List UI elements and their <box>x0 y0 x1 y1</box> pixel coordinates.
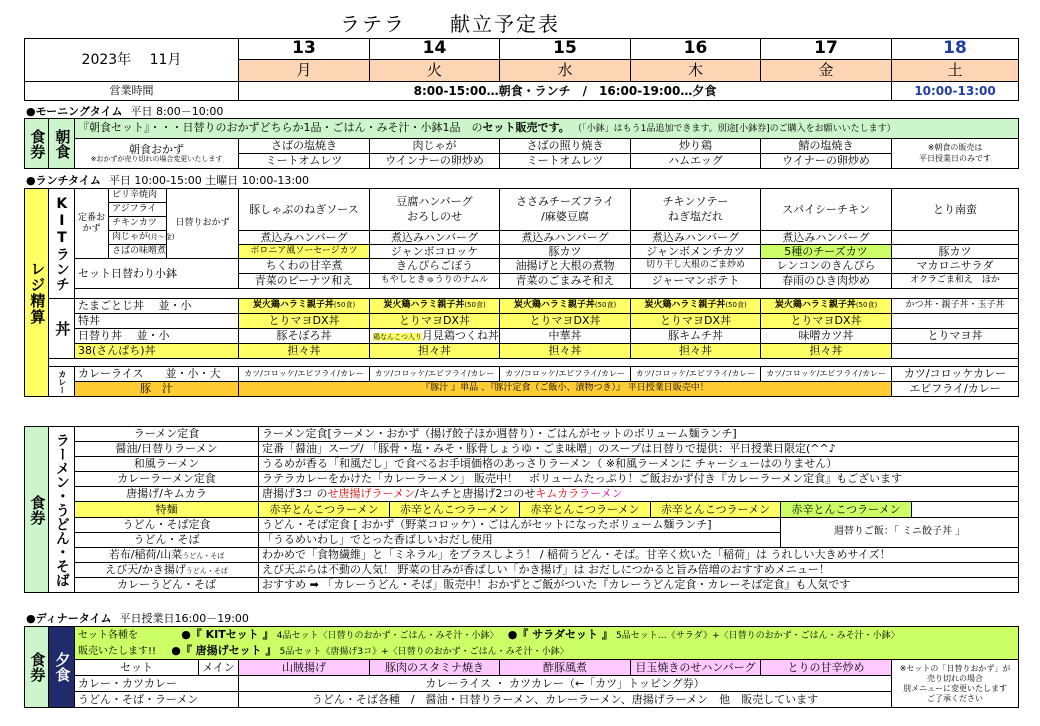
noodle-ticket-label: 食券 <box>25 427 49 593</box>
tokusei-saturday <box>912 502 1019 518</box>
noodle-name: 若布/稲荷/山菜うどん・そば <box>75 548 259 563</box>
curry-item: カツ/コロッケ/エビフライ/カレー <box>631 367 761 382</box>
dinner-main: 豚肉のスタミナ焼き <box>370 660 500 676</box>
tonjiru-saturday: エビフライ/カレー <box>892 382 1019 397</box>
lunch-main: ささみチーズフライ /麻婆豆腐 <box>500 189 631 231</box>
day-15-weekday: 水 <box>500 60 631 82</box>
teiban-item: さばの味噌煮 <box>109 245 167 259</box>
day-18-num: 18 <box>892 39 1019 60</box>
dinner-curry-description: カレーライス ・ カツカレー（←「カツ」トッピング券） <box>239 676 892 692</box>
dinner-main-label: メイン <box>199 660 239 676</box>
don-item: 炭火鶏ハラミ親子丼(50食) <box>370 299 500 314</box>
tokusei-item: 赤辛とんこつラーメン <box>781 502 912 518</box>
don-item: 豚キムチ丼 <box>631 329 761 344</box>
dinner-table <box>24 626 1019 708</box>
tokusei-item: 赤辛とんこつラーメン <box>390 502 520 518</box>
page-title: ラテラ 献立予定表 <box>340 12 560 36</box>
kobachi-item: 春雨のひき肉炒め <box>761 274 892 289</box>
breakfast-item: さばの塩焼き <box>239 139 370 154</box>
don-item: 炭火鶏ハラミ親子丼(50食) <box>239 299 370 314</box>
tokusei-item: 赤辛とんこつラーメン <box>520 502 651 518</box>
lunch-main: 豆腐ハンバーグ おろしのせ <box>370 189 500 231</box>
dinner-main: 目玉焼きのせハンバーグ <box>631 660 761 676</box>
noodle-description: おすすめ ➡ 「カレーうどん・そば」販売中！おかずとご飯がついた『カレーうどん定食・カレーそば定食』も人気です <box>259 578 1019 593</box>
breakfast-saturday-note: ※朝食の販売は 平日授業日のみです <box>892 139 1019 169</box>
lunch-sub: ボロニア風ソーセージカツ <box>239 245 370 259</box>
kobachi-item: もやしときゅうりのナムル <box>370 274 500 289</box>
breakfast-item: さばの照り焼き <box>500 139 631 154</box>
don-item: とりマヨDX丼 <box>761 314 892 329</box>
curry-name: カレーライス 並・小・大 <box>75 367 239 382</box>
noodle-description: えび天ぷらは不動の人気！ 野菜の甘みが香ばしい「かき揚げ」は おだしにつかると旨み倍増のおすすめメニュー！ <box>259 563 1019 578</box>
noodle-name: ラーメン定食 <box>75 427 259 442</box>
dinner-note: ※セットの「日替りおかず」が 売り切れの場合 別メニューに変更いたします ご了承ください <box>892 660 1019 708</box>
tokusei-label: 特麺 <box>75 502 259 518</box>
noodle-name: 醤油/日替りラーメン <box>75 442 259 457</box>
don-name: 日替り丼 並・小 <box>75 329 239 344</box>
don-item: 炭火鶏ハラミ親子丼(50食) <box>631 299 761 314</box>
morning-breakfast-label: 朝食 <box>49 119 75 169</box>
noodle-description: うるめが香る「和風だし」で食べるお手頃価格のあっさりラーメン（ ※和風ラーメンに チャーシューはのりません） <box>259 457 1019 472</box>
tokusei-item: 赤辛とんこつラーメン <box>651 502 781 518</box>
lunch-table <box>24 188 1019 397</box>
noodle-description: 定番「醤油」スープ/ 「豚骨・塩・みそ・豚骨しょうゆ・ごま味噌」のスープは日替りで提供：平日授業日限定(^^♪ <box>259 442 1019 457</box>
lunch-sub: 豚カツ <box>892 245 1019 259</box>
day-13-num: 13 <box>239 39 370 60</box>
noodle-name: 和風ラーメン <box>75 457 259 472</box>
day-14-weekday: 火 <box>370 60 500 82</box>
don-item: とりマヨDX丼 <box>239 314 370 329</box>
curry-item: カツ/コロッケ/エビフライ/カレー <box>500 367 631 382</box>
don-saturday: とりマヨ丼 <box>892 329 1019 344</box>
curry-label: カレー <box>49 367 75 397</box>
lunch-sub: 豚カツ <box>500 245 631 259</box>
teiban-item: 肉じゃが(月～金) <box>109 231 167 245</box>
don-name: たまごとじ丼 並・小 <box>75 299 239 314</box>
lunch-section-title: ●ランチタイム 平日 10:00-15:00 土曜日 10:00-13:00 <box>26 174 310 187</box>
day-16-weekday: 木 <box>631 60 761 82</box>
lunch-sub: ジャンボコロッケ <box>370 245 500 259</box>
tonjiru-name: 豚 汁 <box>75 382 239 397</box>
don-item: 担々丼 <box>239 344 370 359</box>
breakfast-item: 鯖の塩焼き <box>761 139 892 154</box>
curry-item: カツ/コロッケ/エビフライ/カレー <box>239 367 370 382</box>
curry-item: カツ/コロッケ/エビフライ/カレー <box>370 367 500 382</box>
dinner-ticket-label: 食券 <box>25 627 49 708</box>
breakfast-okazu-label: 朝食おかず ※おかずが売り切れの場合変更いたします <box>75 139 239 169</box>
breakfast-set-description: 『朝食セット』・・・日替りのおかずどちらか1品・ごはん・みそ汁・小鉢1品 のセット販売です。 （「小鉢」はもう1品追加できます。別途[小鉢券]のご購入をお願いいたします） <box>75 119 1019 139</box>
dinner-set-label: セット <box>75 660 199 676</box>
tokusei-item: 赤辛とんこつラーメン <box>259 502 390 518</box>
kobachi-item: レンコンのきんぴら <box>761 259 892 274</box>
breakfast-item: ウインナーの卵炒め <box>370 154 500 169</box>
higawari-okazu-label: 日替りおかず <box>167 189 239 259</box>
kobachi-label: セット日替わり小鉢 <box>75 259 239 289</box>
breakfast-item: ウイナーの卵炒め <box>761 154 892 169</box>
noodle-description: うどん・そば定食 [ おかず（野菜コロッケ）・ごはんがセットになったボリューム麺ランチ] <box>259 518 781 533</box>
don-item: 担々丼 <box>761 344 892 359</box>
dinner-main: 山賊揚げ <box>239 660 370 676</box>
day-13-weekday: 月 <box>239 60 370 82</box>
don-saturday <box>892 344 1019 359</box>
dinner-section-title: ●ディナータイム 平日授業日16:00－19:00 <box>26 612 249 625</box>
teiban-item: ピリ辛焼肉 <box>109 189 167 203</box>
lunch-sub: 煮込みハンバーグ <box>370 231 500 245</box>
kobachi-item: オクラごま和え ほか <box>892 274 1019 289</box>
day-17-weekday: 金 <box>761 60 892 82</box>
don-item: とりマヨDX丼 <box>500 314 631 329</box>
lunch-sub: 煮込みハンバーグ <box>761 231 892 245</box>
dinner-udon-description: うどん・そば各種 / 醤油・日替りラーメン、カレーラーメン、唐揚げラーメン 他 販売しています <box>239 692 892 708</box>
weekly-gohan: 週替りご飯：「 ミニ餃子丼 」 <box>781 518 1019 548</box>
noodle-description: 唐揚げ3コ のせ唐揚げラーメン/キムチと唐揚げ2コのせキムカララーメン <box>259 487 1019 502</box>
don-item: 中華丼 <box>500 329 631 344</box>
don-item: 炭火鶏ハラミ親子丼(50食) <box>500 299 631 314</box>
don-saturday: かつ丼・親子丼・玉子丼 <box>892 299 1019 314</box>
header-table <box>24 38 1019 101</box>
breakfast-item: ミートオムレツ <box>239 154 370 169</box>
dinner-curry-label: カレー・カツカレー <box>75 676 239 692</box>
don-item: 豚そぼろ丼 <box>239 329 370 344</box>
don-saturday <box>892 314 1019 329</box>
don-item: 味噌カツ丼 <box>761 329 892 344</box>
kobachi-item: ちくわの甘辛煮 <box>239 259 370 274</box>
lunch-main: スパイシーチキン <box>761 189 892 231</box>
noodle-description: 「うるめいわし」でとった香ばしいおだし使用 <box>259 533 781 548</box>
noodle-name: カレーうどん・そば <box>75 578 259 593</box>
dinner-udon-label: うどん・そば・ラーメン <box>75 692 239 708</box>
noodle-name: うどん・そば <box>75 533 259 548</box>
don-item: 炭火鶏ハラミ親子丼(50食) <box>761 299 892 314</box>
hours-label: 営業時間 <box>25 82 239 101</box>
lunch-main: とり南蛮 <box>892 189 1019 231</box>
dinner-set-description: セット各種を ●『 KITセット 』 4品セット〈日替りのおかず・ごはん・みそ汁・小鉢〉 ●『 サラダセット 』 5品セット…《サラダ》+〈日替りのおかず・ごはん・みそ汁・小鉢〉 販売いたします!! ●『 唐揚げセット 』 5品セット《唐揚げ3コ》+〈日替りのおかず・ごはん・みそ汁・小鉢〉 <box>75 627 1019 660</box>
lunch-sub: 煮込みハンバーグ <box>239 231 370 245</box>
don-name: 特丼 <box>75 314 239 329</box>
kobachi-item: マカロニサラダ <box>892 259 1019 274</box>
don-label: 丼 <box>49 299 75 359</box>
breakfast-item: ミートオムレツ <box>500 154 631 169</box>
teiban-okazu-label: 定番おかず <box>75 189 109 259</box>
noodle-category-label: ラーメン・うどん・そば <box>49 427 75 593</box>
teiban-item: アジフライ <box>109 203 167 217</box>
noodle-name: カレーラーメン定食 <box>75 472 259 487</box>
kobachi-item: 青菜のごまみそ和え <box>500 274 631 289</box>
day-16-num: 16 <box>631 39 761 60</box>
day-17-num: 17 <box>761 39 892 60</box>
saturday-hours: 10:00-13:00 <box>892 82 1019 101</box>
breakfast-item: ハムエッグ <box>631 154 761 169</box>
curry-item: カツ/コロッケ/エビフライ/カレー <box>761 367 892 382</box>
curry-saturday: カツ/コロッケカレー <box>892 367 1019 382</box>
lunch-sub: ジャンボメンチカツ <box>631 245 761 259</box>
day-14-num: 14 <box>370 39 500 60</box>
dinner-main: とりの甘辛炒め <box>761 660 892 676</box>
don-item: 担々丼 <box>631 344 761 359</box>
dinner-label: 夕食 <box>49 627 75 708</box>
tonjiru-description: 『豚汁 』単品 、『豚汁定食（ご飯小、漬物つき）』 平日授業日販売中！ <box>239 382 892 397</box>
don-item: とりマヨDX丼 <box>631 314 761 329</box>
noodle-name: 唐揚げ/キムカラ <box>75 487 259 502</box>
breakfast-item: 炒り鶏 <box>631 139 761 154</box>
lunch-main: 豚しゃぶのねぎソース <box>239 189 370 231</box>
lunch-main: チキンソテー ねぎ塩だれ <box>631 189 761 231</box>
don-item: とりマヨDX丼 <box>370 314 500 329</box>
teiban-item: チキンカツ <box>109 217 167 231</box>
morning-ticket-label: 食券 <box>25 119 49 169</box>
noodle-description: ラテラカレーをかけた「カレーラーメン」 販売中！ ボリュームたっぷり！ご飯おかず付き『カレーラーメン定食』もございます <box>259 472 1019 487</box>
kobachi-item: ジャーマンポテト <box>631 274 761 289</box>
lunch-sub: 煮込みハンバーグ <box>631 231 761 245</box>
day-15-num: 15 <box>500 39 631 60</box>
don-item: 担々丼 <box>370 344 500 359</box>
don-item: 鶏なんこつ入り月見鶏つくね丼 <box>370 329 500 344</box>
weekday-hours: 8:00-15:00…朝食・ランチ / 16:00-19:00…夕食 <box>239 82 892 101</box>
lunch-sub <box>892 231 1019 245</box>
morning-table <box>24 118 1019 169</box>
noodle-name: えび天/かき揚げうどん・そば <box>75 563 259 578</box>
year-month: 2023年 11月 <box>25 39 239 82</box>
don-name: 38(さんぱち)丼 <box>75 344 239 359</box>
lunch-sub: 煮込みハンバーグ <box>500 231 631 245</box>
noodle-description: わかめで「食物繊維」と「ミネラル」をプラスしよう！ / 稲荷うどん・そば。甘辛く炊いた「稲荷」は うれしい大きめサイズ！ <box>259 548 1019 563</box>
kit-lunch-label: KITランチ <box>49 189 75 299</box>
kobachi-item: 青菜のピーナツ和え <box>239 274 370 289</box>
kobachi-item: 切り干し大根のごま炒め <box>631 259 761 274</box>
noodle-name: うどん・そば定食 <box>75 518 259 533</box>
dinner-main: 酢豚風煮 <box>500 660 631 676</box>
noodle-description: ラーメン定食[ラーメン・おかず（揚げ餃子ほか週替り）・ごはんがセットのボリューム麺ランチ] <box>259 427 1019 442</box>
register-label: レジ精算 <box>25 189 49 397</box>
lunch-sub: 5種のチーズカツ <box>761 245 892 259</box>
don-item: 担々丼 <box>500 344 631 359</box>
morning-section-title: ●モーニングタイム 平日 8:00－10:00 <box>26 105 224 118</box>
kobachi-item: 油揚げと大根の煮物 <box>500 259 631 274</box>
noodle-table <box>24 426 1019 593</box>
breakfast-item: 肉じゃが <box>370 139 500 154</box>
kobachi-item: きんぴらごぼう <box>370 259 500 274</box>
day-18-weekday: 土 <box>892 60 1019 82</box>
